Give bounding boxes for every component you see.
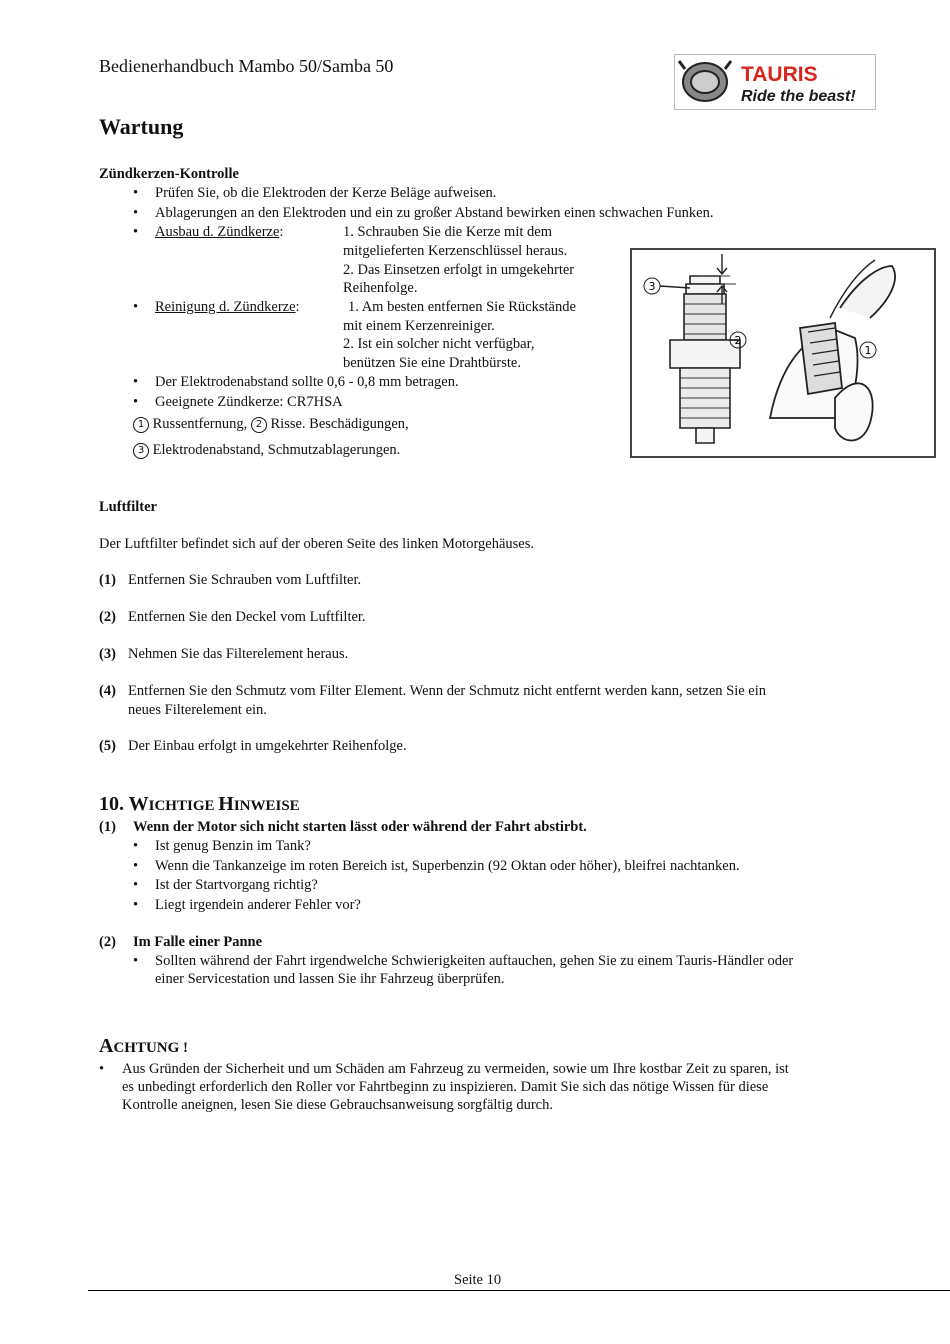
legend-line-1 [133,416,409,433]
step-text: Nehmen Sie das Filterelement heraus. [128,646,349,662]
step-text-continuation: neues Filterelement ein. [128,702,267,718]
step-number: (3) [99,646,116,662]
reinigung-label-text: Reinigung d. Zündkerze [155,299,296,315]
section-number: 10. [99,793,129,815]
step-number: (4) [99,683,116,699]
step-text: Entfernen Sie den Deckel vom Luftfilter. [128,609,366,625]
legend-number-2: 2 [251,417,267,433]
achtung-line: es unbedingt erforderlich den Roller vor Fahrtbeginn zu inspizieren. Damit Sie sich das nötige Wissen für diese [122,1079,769,1095]
ausbau-line: Reihenfolge. [343,280,418,296]
section-heading-wartung: Wartung [99,114,184,139]
list-item-text: Ablagerungen an den Elektroden und ein zu großer Abstand bewirken einen schwachen Funken. [155,205,714,221]
legend-text-2: Risse. Beschädigungen, [270,416,409,432]
figure-label-3: 3 [648,280,656,293]
logo-slogan-text: Ride the beast! [741,88,856,105]
hinweis-title-text: Wenn der Motor sich nicht starten lässt oder während der Fahrt abstirbt. [133,819,587,835]
section-heading-hinweise [99,793,300,816]
step-item [99,572,361,589]
page-header-title: Bedienerhandbuch Mambo 50/Samba 50 [99,56,394,76]
list-item-text: Der Elektrodenabstand sollte 0,6 - 0,8 mm betragen. [155,374,459,390]
legend-text-3: Elektrodenabstand, Schmutzablagerungen. [152,442,401,458]
legend-number-3: 3 [133,443,149,459]
subheading-zuendkerzen: Zündkerzen-Kontrolle [99,166,239,182]
legend-number-1: 1 [133,417,149,433]
heading-cap: W [128,793,149,815]
hinweis-2-title [99,934,262,951]
list-item-continuation: einer Servicestation und lassen Sie ihr Fahrzeug überprüfen. [155,971,505,987]
hinweis-title-text: Im Falle einer Panne [133,934,263,950]
step-text: Entfernen Sie den Schmutz vom Filter Element. Wenn der Schmutz nicht entfernt werden kann, setzen Sie ein [128,683,766,699]
list-item-text: Prüfen Sie, ob die Elektroden der Kerze Beläge aufweisen. [155,185,497,201]
figure-label-2: 2 [734,334,742,347]
ausbau-label-text: Ausbau d. Zündkerze [155,224,280,240]
step-item [99,609,366,626]
list-item-text: Sollten während der Fahrt irgendwelche Schwierigkeiten auftauchen, gehen Sie zu einem Tauris-Händler oder [155,953,794,969]
bullet: • [99,1061,105,1077]
logo-brand-text: TAURIS [741,63,818,86]
reinigung-line: mit einem Kerzenreiniger. [343,318,495,334]
spark-plug-figure [630,248,936,458]
hinweis-number: (1) [99,819,116,835]
step-item [99,738,407,755]
legend-text-1: Russentfernung, [152,416,248,432]
heading-cap: A [99,1035,114,1057]
step-text: Entfernen Sie Schrauben vom Luftfilter. [128,572,362,588]
heading-rest: INWEISE [233,798,300,814]
list-item-text: Wenn die Tankanzeige im roten Bereich ist, Superbenzin (92 Oktan oder höher), bleifrei nachtanken. [155,858,740,874]
step-item [99,646,348,663]
list-item-text: Ist genug Benzin im Tank? [155,838,311,854]
list-item-text: Ist der Startvorgang richtig? [155,877,318,893]
figure-label-1: 1 [864,344,872,357]
ausbau-line: 2. Das Einsetzen erfolgt in umgekehrter [343,262,575,278]
ausbau-label: Ausbau d. Zündkerze: [155,224,284,240]
heading-rest: ICHTIGE [148,798,219,814]
heading-rest: CHTUNG ! [113,1040,189,1056]
legend-line-2 [133,442,400,459]
luftfilter-intro: Der Luftfilter befindet sich auf der oberen Seite des linken Motorgehäuses. [99,536,534,552]
page-number: Seite 10 [454,1272,502,1288]
hinweis-number: (2) [99,934,116,950]
reinigung-line: benützen Sie eine Drahtbürste. [343,355,521,371]
footer-divider [88,1290,950,1291]
achtung-line: Aus Gründen der Sicherheit und um Schäden am Fahrzeug zu vermeiden, sowie um Ihre kostbar Zeit zu sparen, ist [122,1061,789,1077]
tauris-logo [674,54,876,110]
list-item-text: Liegt irgendein anderer Fehler vor? [155,897,361,913]
list-item-text: Geeignete Zündkerze: CR7HSA [155,394,343,410]
achtung-line: Kontrolle aneignen, lesen Sie diese Gebrauchsanweisung sorgfältig durch. [122,1097,553,1113]
heading-cap: H [218,793,234,815]
step-item [99,683,766,700]
reinigung-line: 2. Ist ein solcher nicht verfügbar, [343,336,535,352]
section-heading-achtung [99,1035,188,1058]
step-number: (1) [99,572,116,588]
step-text: Der Einbau erfolgt in umgekehrter Reihenfolge. [128,738,407,754]
ausbau-line: mitgelieferten Kerzenschlüssel heraus. [343,243,568,259]
hinweis-1-title [99,819,587,836]
step-number: (2) [99,609,116,625]
subheading-luftfilter: Luftfilter [99,499,157,515]
reinigung-label: Reinigung d. Zündkerze: [155,299,300,315]
reinigung-line: 1. Am besten entfernen Sie Rückstände [348,299,576,315]
ausbau-line: 1. Schrauben Sie die Kerze mit dem [343,224,552,240]
step-number: (5) [99,738,116,754]
